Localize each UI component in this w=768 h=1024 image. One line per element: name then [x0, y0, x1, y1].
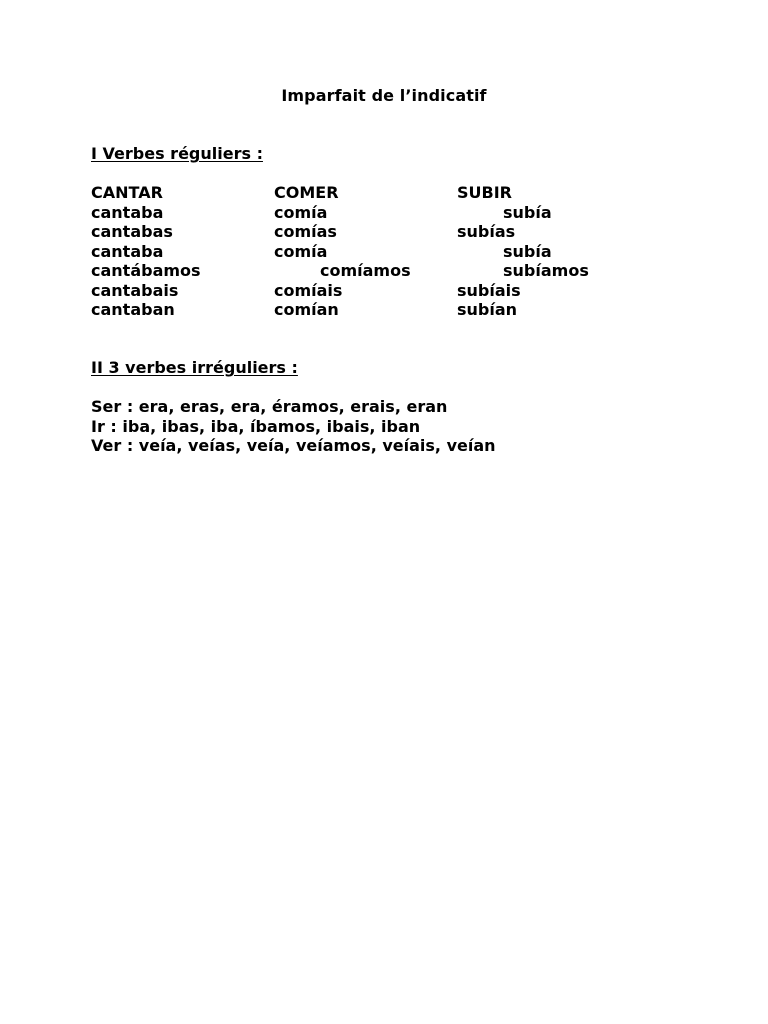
conjugation-row: [91, 300, 691, 320]
subir-form: subía: [503, 241, 552, 261]
column-header-cantar: CANTAR: [91, 183, 163, 202]
cantar-form: cantabais: [91, 280, 179, 300]
irregular-verbs-list: [91, 397, 496, 456]
cantar-form: cantábamos: [91, 261, 201, 280]
conjugation-row: [91, 242, 691, 262]
subir-form: subía: [503, 202, 552, 222]
cantar-form: cantabas: [91, 222, 173, 241]
comer-form: comían: [274, 300, 339, 319]
subir-form: subían: [457, 300, 518, 319]
subir-form: subíamos: [503, 261, 589, 280]
comer-form: comía: [274, 202, 328, 222]
cantar-form: cantaba: [91, 241, 164, 261]
conjugation-table: [91, 183, 691, 320]
irregular-verb-ver: Ver : veía, veías, veía, veíamos, veíais, veían: [91, 436, 496, 455]
cantar-form: cantaban: [91, 300, 175, 319]
comer-form: comía: [274, 241, 328, 261]
subir-form: subíais: [457, 280, 521, 300]
section-heading-irregular-verbs: II 3 verbes irréguliers :: [91, 358, 298, 377]
comer-form: comíamos: [320, 261, 411, 280]
comer-form: comías: [274, 222, 337, 241]
section-heading-regular-verbs: I Verbes réguliers :: [91, 144, 263, 163]
irregular-verb-ir: Ir : iba, ibas, iba, íbamos, ibais, iban: [91, 416, 421, 436]
cantar-form: cantaba: [91, 202, 164, 222]
conjugation-row: [91, 203, 691, 223]
page-title: Imparfait de l’indicatif: [281, 86, 487, 105]
conjugation-table-header: [91, 183, 691, 203]
column-header-comer: COMER: [274, 183, 339, 202]
conjugation-row: [91, 281, 691, 301]
conjugation-row: [91, 222, 691, 242]
irregular-verb-ser: Ser : era, eras, era, éramos, erais, eran: [91, 397, 448, 416]
column-header-subir: SUBIR: [457, 183, 512, 202]
subir-form: subías: [457, 222, 516, 241]
comer-form: comíais: [274, 280, 343, 300]
conjugation-row: [91, 261, 691, 281]
